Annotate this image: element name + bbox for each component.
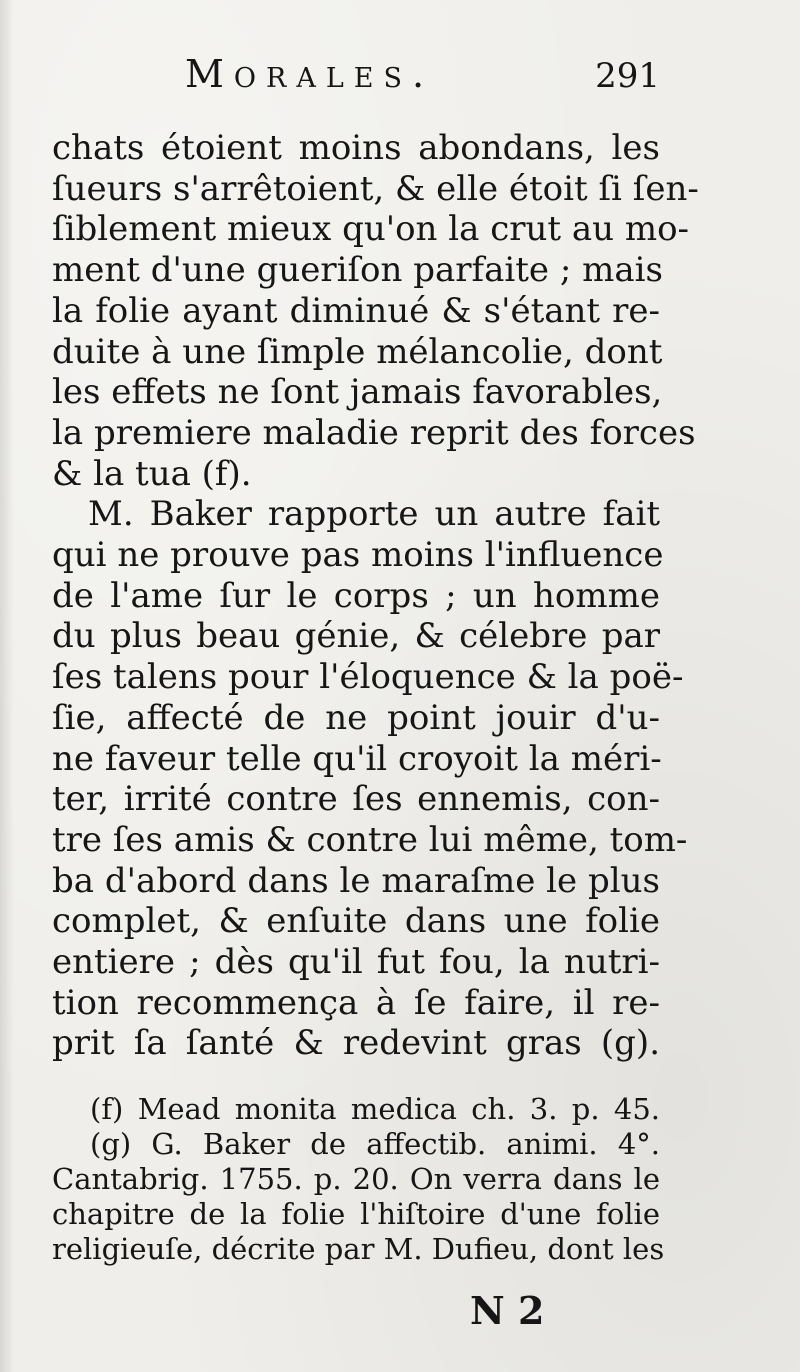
- text-line: ſueurs s'arrêtoient, & elle étoit ſi ſen-: [52, 168, 699, 209]
- footnote-line: chapitre de la folie l'hiſtoire d'une folie: [52, 1197, 660, 1231]
- text-line: tion recommença à ſe faire, il re-: [52, 982, 660, 1023]
- text-line: ne faveur telle qu'il croyoit la méri-: [52, 738, 662, 779]
- text-line: la folie ayant diminué & s'étant re-: [52, 290, 660, 331]
- text-line: & la tua (f).: [52, 453, 252, 494]
- text-line: ſie, affecté de ne point jouir d'u-: [52, 697, 660, 738]
- text-line: M. Baker rapporte un autre fait: [88, 494, 660, 535]
- page-gutter-shadow: [0, 0, 14, 1372]
- text-line: ſes talens pour l'éloquence & la poë-: [52, 657, 684, 698]
- text-line: complet, & enſuite dans une folie: [52, 901, 660, 942]
- text-line: duite à une ſimple mélancolie, dont: [52, 331, 663, 372]
- text-line: de l'ame ſur le corps ; un homme: [52, 575, 660, 616]
- body-text: [52, 128, 699, 1064]
- text-line: qui ne prouve pas moins l'influence: [52, 535, 664, 576]
- footnote-line: (f) Mead monita medica ch. 3. p. 45.: [90, 1092, 660, 1126]
- text-line: ment d'une gueriſon parfaite ; mais: [52, 250, 663, 291]
- text-line: du plus beau génie, & célebre par: [52, 616, 660, 657]
- text-line: ter, irrité contre ſes ennemis, con-: [52, 779, 660, 820]
- footnote-line: religieuſe, décrite par M. Dufieu, dont les: [52, 1232, 665, 1266]
- footnotes: [52, 1092, 665, 1267]
- signature-mark: N 2: [470, 1288, 545, 1333]
- text-line: les effets ne ſont jamais favorables,: [52, 372, 663, 413]
- text-line: ba d'abord dans le maraſme le plus: [52, 860, 660, 901]
- running-head: Morales.: [185, 52, 435, 96]
- page-header: [185, 52, 660, 102]
- text-line: prit ſa ſanté & redevint gras (g).: [52, 1023, 660, 1064]
- footnote-line: Cantabrig. 1755. p. 20. On verra dans le: [52, 1162, 660, 1196]
- text-line: tre ſes amis & contre lui même, tom-: [52, 819, 688, 860]
- text-line: chats étoient moins abondans, les: [52, 128, 660, 168]
- footnote-line: (g) G. Baker de affectib. animi. 4°.: [90, 1127, 660, 1161]
- text-line: la premiere maladie reprit des forces: [52, 412, 696, 453]
- text-line: ſiblement mieux qu'on la crut au mo-: [52, 209, 690, 250]
- text-line: entiere ; dès qu'il fut fou, la nutri-: [52, 942, 660, 983]
- page-number: 291: [595, 56, 660, 96]
